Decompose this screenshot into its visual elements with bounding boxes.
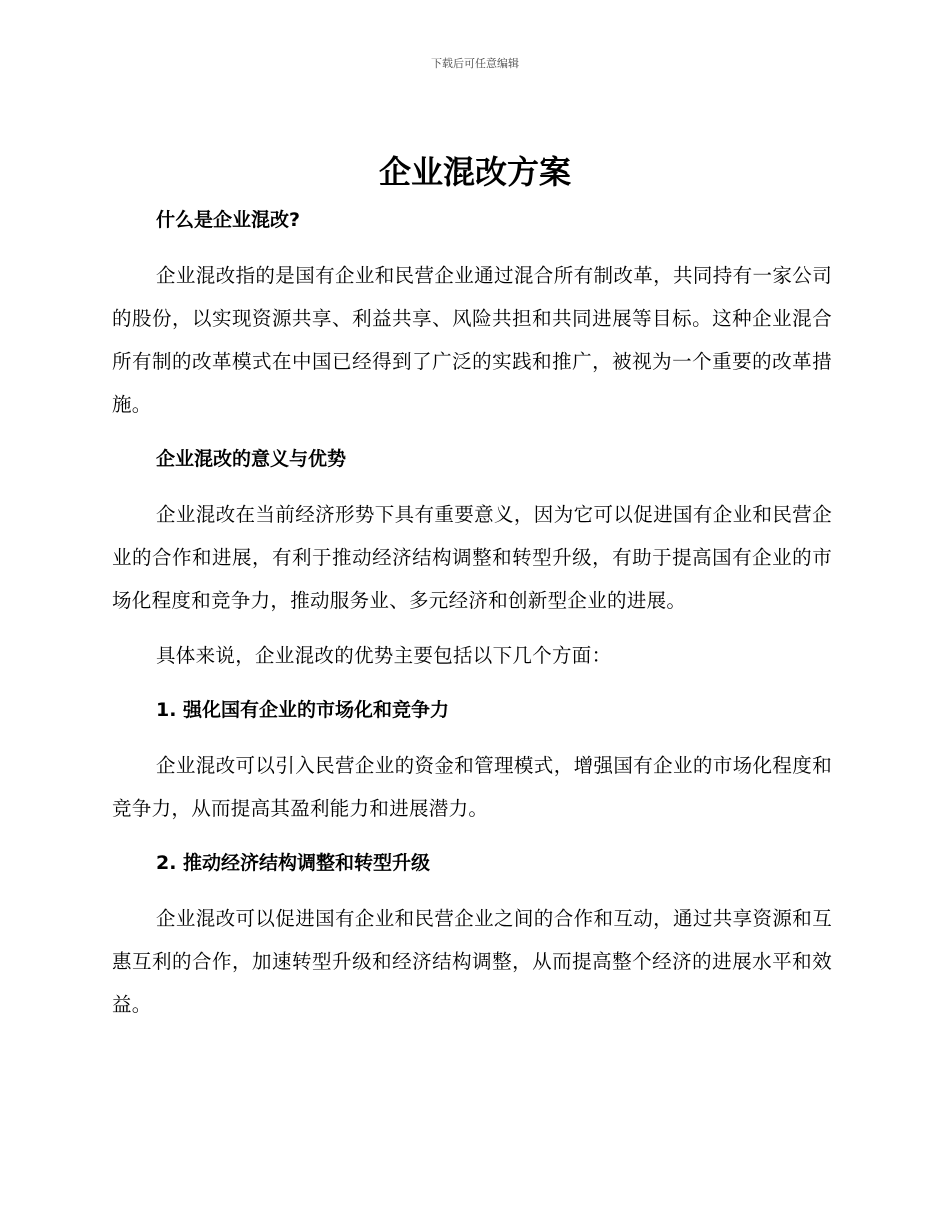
paragraph-advantages-intro: 具体来说，企业混改的优势主要包括以下几个方面： — [156, 644, 612, 667]
header-note: 下载后可任意编辑 — [431, 57, 519, 70]
section-heading-point-1: 1. 强化国有企业的市场化和竞争力 — [156, 699, 450, 721]
section-heading-what-is: 什么是企业混改? — [156, 209, 301, 231]
document-body — [112, 199, 832, 1026]
paragraph-what-is: 企业混改指的是国有企业和民营企业通过混合所有制改革，共同持有一家公司的股份，以实现资源共享、利益共享、风险共担和共同进展等目标。这种企业混合所有制的改革模式在中国已经得到了广泛的实践和推广，被视为一个重要的改革措施。 — [112, 264, 832, 416]
document-title: 企业混改方案 — [378, 153, 571, 191]
paragraph-point-1: 企业混改可以引入民营企业的资金和管理模式，增强国有企业的市场化程度和竞争力，从而提高其盈利能力和进展潜力。 — [112, 754, 832, 820]
paragraph-point-2: 企业混改可以促进国有企业和民营企业之间的合作和互动，通过共享资源和互惠互利的合作，加速转型升级和经济结构调整，从而提高整个经济的进展水平和效益。 — [112, 907, 832, 1016]
section-heading-point-2: 2. 推动经济结构调整和转型升级 — [156, 852, 431, 874]
section-heading-significance: 企业混改的意义与优势 — [156, 448, 347, 470]
paragraph-significance: 企业混改在当前经济形势下具有重要意义，因为它可以促进国有企业和民营企业的合作和进展，有利于推动经济结构调整和转型升级，有助于提高国有企业的市场化程度和竞争力，推动服务业、多元经济和创新型企业的进展。 — [112, 503, 832, 612]
